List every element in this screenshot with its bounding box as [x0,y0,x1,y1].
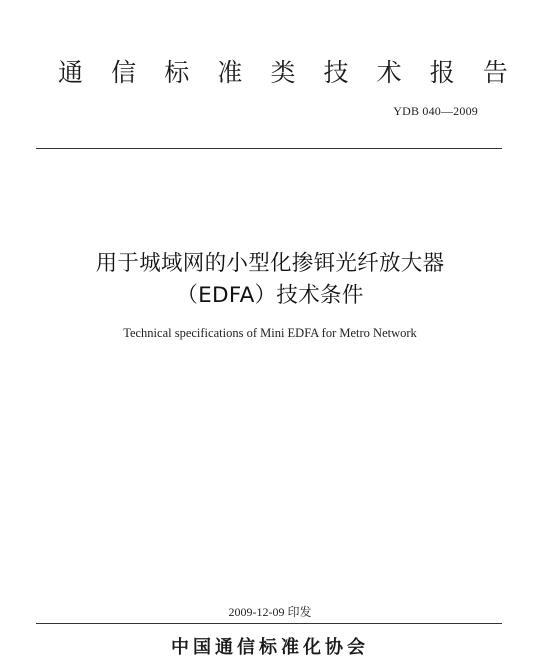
report-type-heading [58,56,508,90]
report-type-char: 类 [270,58,296,87]
report-type-char: 报 [429,58,455,87]
document-title-line-2: （EDFA）技术条件 [176,283,364,308]
report-type-char: 通 [58,58,84,87]
report-type-char: 技 [323,58,349,87]
report-type-char: 准 [217,58,243,87]
issue-date: 2009-12-09 印发 [228,605,312,619]
top-divider [36,148,502,149]
document-title-line-1: 用于城域网的小型化掺铒光纤放大器 [95,251,445,276]
report-type-char: 告 [482,58,508,87]
english-title: Technical specifications of Mini EDFA for Metro Network [123,326,417,340]
issuing-organization: 中国通信标准化协会 [171,637,369,658]
report-type-char: 信 [111,58,137,87]
bottom-divider [36,623,502,624]
report-type-char: 术 [376,58,402,87]
report-type-char: 标 [164,58,190,87]
document-number: YDB 040—2009 [393,104,478,118]
